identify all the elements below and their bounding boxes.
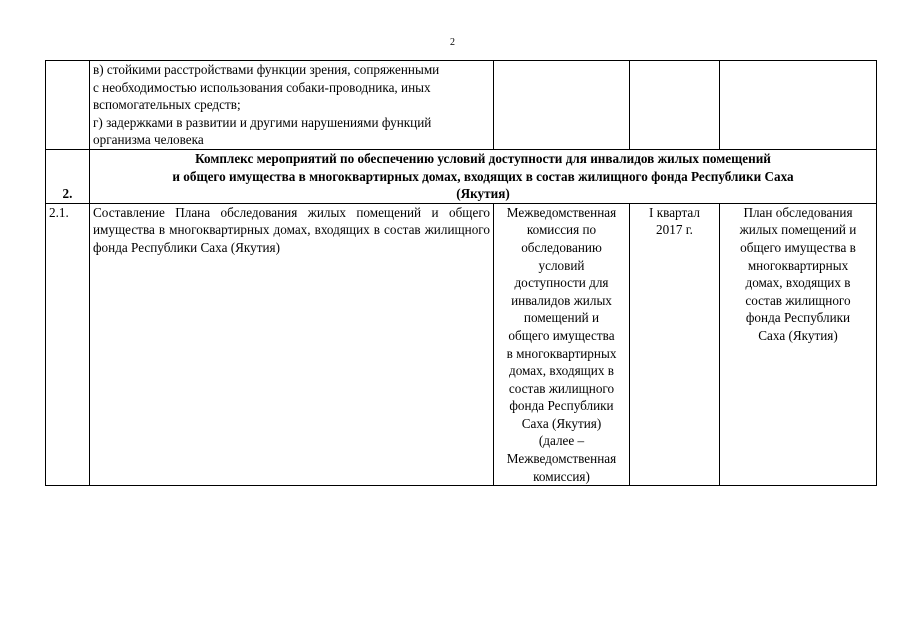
measures-table [45, 60, 877, 486]
description-line: с необходимостью использования собаки-проводника, иных [93, 79, 431, 95]
result-line: Саха (Якутия) [758, 327, 838, 343]
cell-number-empty [46, 61, 90, 150]
result-line: фонда Республики [745, 310, 851, 326]
result-line: План обследования [743, 204, 853, 220]
responsible-line: комиссия) [533, 468, 590, 484]
description-line: организма человека [93, 132, 204, 148]
cell-responsible-empty [494, 61, 630, 150]
responsible-line: состав жилищного [508, 380, 615, 396]
term-line: 2017 г. [656, 222, 693, 238]
description-line: вспомогательных средств; [93, 97, 241, 113]
responsible-line: общего имущества [508, 327, 615, 343]
cell-result-empty [720, 61, 877, 150]
section-title-line: и общего имущества в многоквартирных домах, входящих в состав жилищного фонда Республики Саха [172, 168, 794, 184]
responsible-line: (далее – [538, 433, 585, 449]
section-number: 2. [46, 149, 90, 203]
responsible-line: инвалидов жилых [511, 292, 612, 308]
description-line: г) задержками в развитии и другими нарушениями функций [93, 114, 432, 130]
responsible-line: фонда Республики [509, 398, 614, 414]
responsible-line: Межведомственная [506, 451, 617, 467]
cell-term-empty [630, 61, 720, 150]
result-line: многоквартирных [747, 257, 849, 273]
item-term [630, 203, 720, 486]
result-line: общего имущества в [740, 239, 856, 255]
responsible-line: обследованию [521, 239, 602, 255]
term-line: I квартал [649, 204, 700, 220]
responsible-line: комиссия по [526, 222, 597, 238]
responsible-line: Межведомственная [506, 204, 617, 220]
responsible-line: Саха (Якутия) [521, 415, 602, 431]
result-line: домах, входящих в [745, 275, 851, 291]
cell-description-continued [90, 61, 494, 150]
page-number: 2 [450, 37, 455, 48]
responsible-line: в многоквартирных [506, 345, 617, 361]
result-line: состав жилищного [745, 292, 851, 308]
item-result [720, 203, 877, 486]
responsible-line: помещений и [523, 310, 600, 326]
result-line: жилых помещений и [739, 222, 857, 238]
table-row-continued [46, 61, 877, 150]
responsible-line: условий [538, 257, 585, 273]
section-title [90, 149, 877, 203]
responsible-line: домах, входящих в [509, 363, 614, 379]
item-number: 2.1. [46, 203, 90, 486]
section-title-line: Комплекс мероприятий по обеспечению условий доступности для инвалидов жилых помещений [195, 150, 771, 166]
item-description: Составление Плана обследования жилых помещений и общего имущества в многоквартирных домах, входящих в состав жилищного фонда Республики Саха (Якутия) [90, 203, 494, 486]
item-responsible [494, 203, 630, 486]
table-row-item [46, 203, 877, 486]
responsible-line: доступности для [514, 275, 609, 291]
section-title-line: (Якутия) [456, 186, 510, 202]
description-line: в) стойкими расстройствами функции зрения, сопряженными [93, 62, 440, 77]
table-row-section [46, 149, 877, 203]
